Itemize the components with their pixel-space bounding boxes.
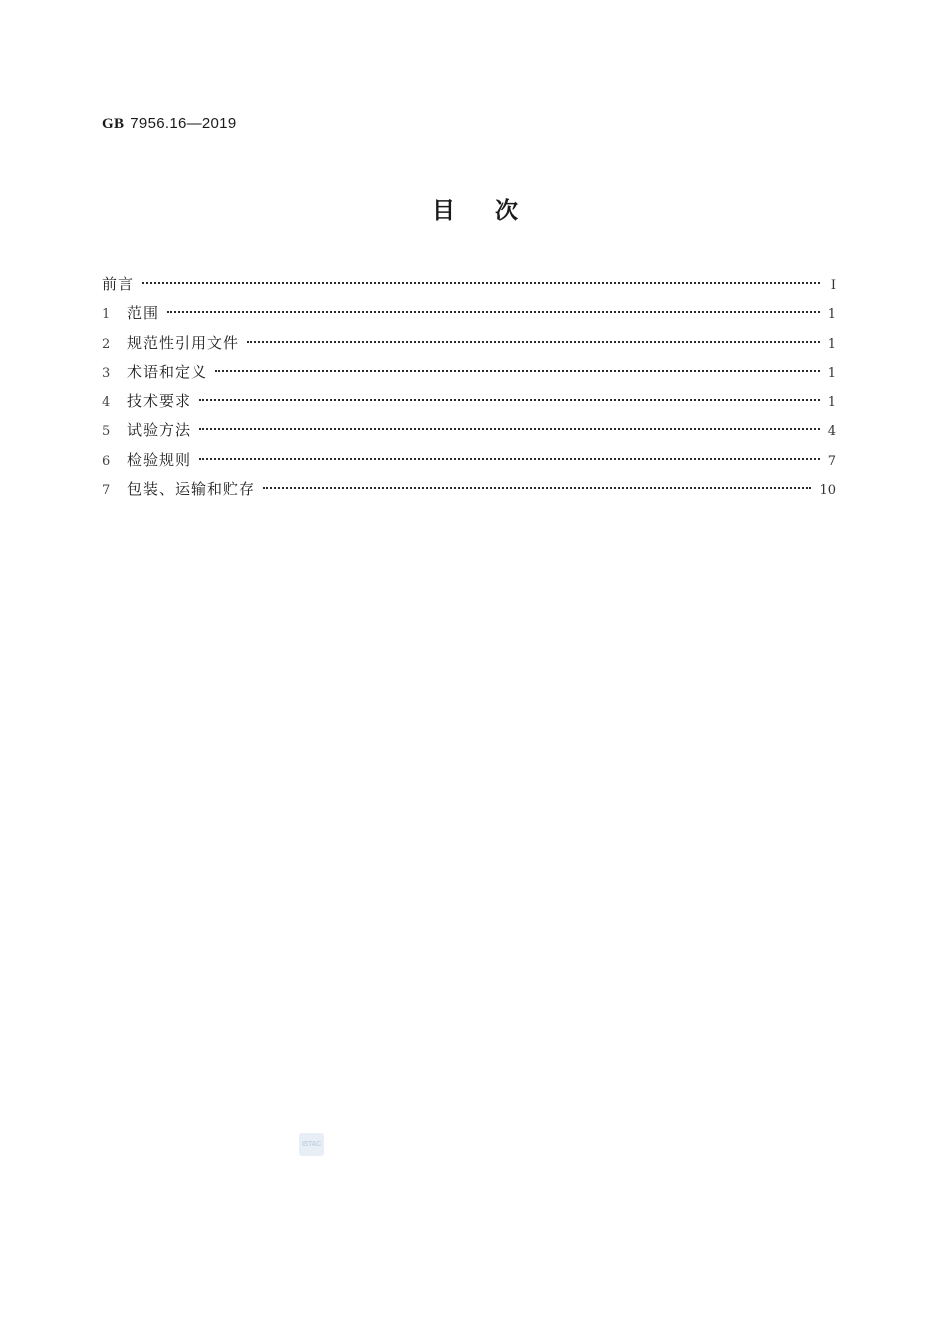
standard-number-header <box>102 114 236 134</box>
toc-entry-label: 试验方法 <box>127 421 192 440</box>
toc-entry-label: 规范性引用文件 <box>127 333 240 352</box>
title-char-1: 目 <box>432 198 455 224</box>
toc-entry-number: 7 <box>102 483 111 499</box>
toc-entry-1[interactable] <box>102 299 836 328</box>
dot-leader <box>142 282 820 284</box>
toc-entry-page: Ⅰ <box>830 278 836 293</box>
toc-entry-5[interactable] <box>102 416 836 445</box>
toc-entry-label: 范围 <box>127 304 160 323</box>
toc-entry-page: 1 <box>827 395 836 411</box>
watermark-logo: ISTAC <box>299 1133 324 1156</box>
toc-entry-number: 5 <box>102 424 111 440</box>
dot-leader <box>215 370 820 372</box>
toc-entry-number: 1 <box>102 307 111 323</box>
toc-entry-number: 6 <box>102 453 111 469</box>
toc-entry-page: 10 <box>819 483 836 499</box>
toc-entry-page: 4 <box>827 424 836 440</box>
toc-entry-label: 前言 <box>102 275 135 293</box>
table-of-contents <box>102 270 836 504</box>
toc-entry-label: 检验规则 <box>127 450 192 469</box>
toc-entry-page: 1 <box>827 336 836 352</box>
toc-entry-3[interactable] <box>102 358 836 387</box>
toc-entry-page: 1 <box>827 365 836 381</box>
toc-entry-foreword[interactable] <box>102 270 836 299</box>
toc-entry-number: 3 <box>102 365 111 381</box>
toc-entry-page: 1 <box>827 307 836 323</box>
dot-leader <box>167 311 820 313</box>
toc-entry-7[interactable] <box>102 475 836 504</box>
dot-leader <box>247 341 820 343</box>
title-char-2: 次 <box>495 198 518 224</box>
toc-entry-2[interactable] <box>102 329 836 358</box>
toc-entry-4[interactable] <box>102 387 836 416</box>
toc-entry-label: 技术要求 <box>127 392 192 411</box>
toc-entry-label: 术语和定义 <box>127 362 208 381</box>
dot-leader <box>199 428 820 430</box>
toc-entry-page: 7 <box>827 453 836 469</box>
dot-leader <box>199 399 820 401</box>
toc-entry-6[interactable] <box>102 446 836 475</box>
page-title <box>0 196 950 226</box>
standard-prefix: GB <box>102 116 125 132</box>
dot-leader <box>199 458 820 460</box>
toc-entry-label: 包装、运输和贮存 <box>127 480 256 499</box>
toc-entry-number: 2 <box>102 336 111 352</box>
standard-code: 7956.16—2019 <box>130 115 237 132</box>
dot-leader <box>263 487 811 489</box>
toc-entry-number: 4 <box>102 395 111 411</box>
